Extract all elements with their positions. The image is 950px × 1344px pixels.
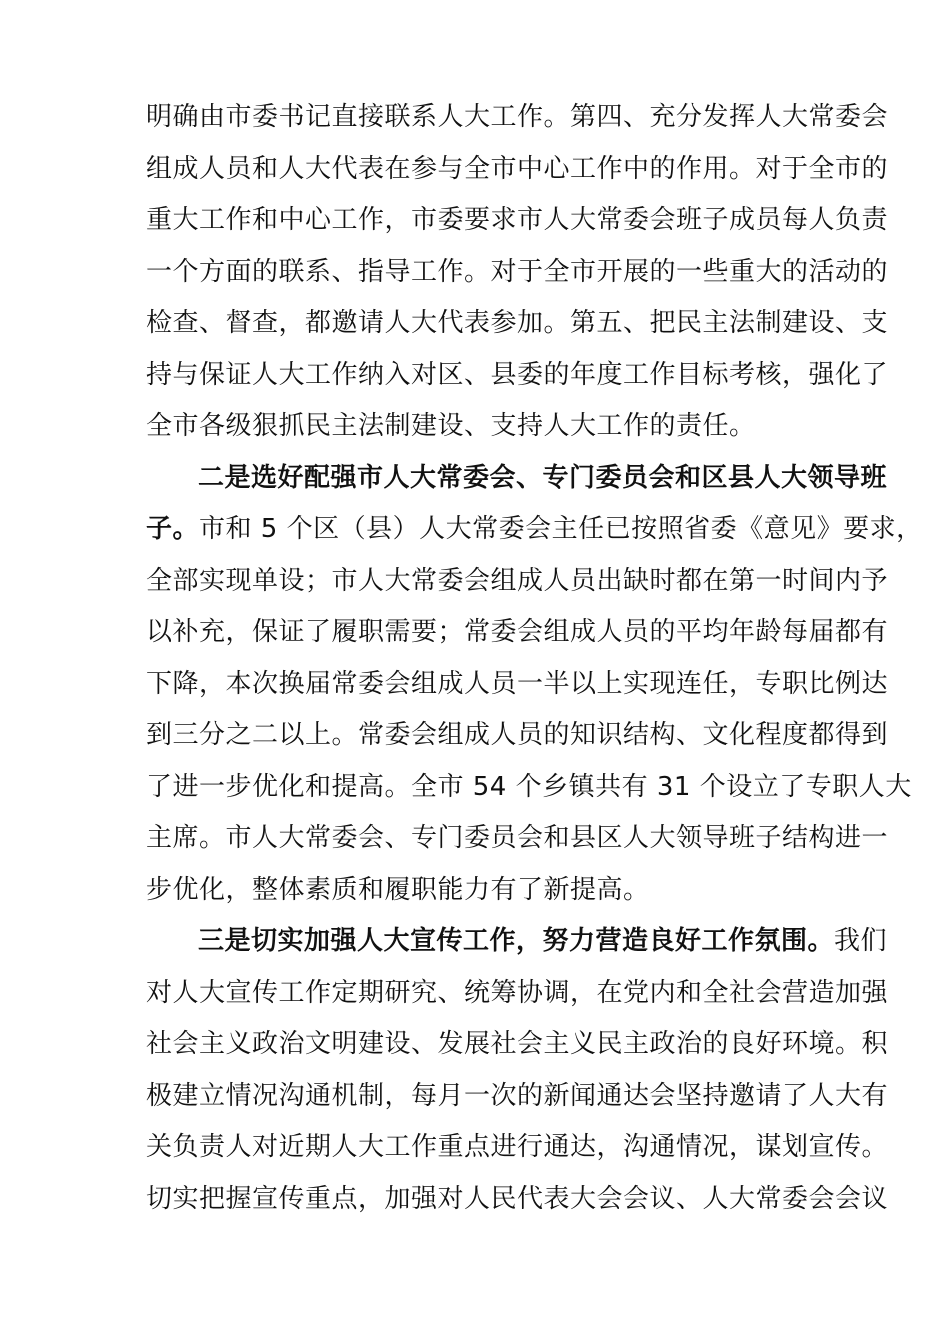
text-line: 重大工作和中心工作，市委要求市人大常委会班子成员每人负责 [146, 205, 889, 235]
text-line: 了进一步优化和提高。全市 54 个乡镇共有 31 个设立了专职人大 [146, 771, 912, 802]
text-line: 组成人员和人大代表在参与全市中心工作中的作用。对于全市的 [146, 153, 889, 184]
text-line: 切实把握宣传重点，加强对人民代表大会会议、人大常委会会议 [146, 1183, 889, 1214]
text-span: 市和 5 个区（县）人大常委会主任已按照省委《意见》要求， [199, 514, 923, 544]
paragraph-heading: 三是切实加强人大宣传工作，努力营造良好工作氛围。 [198, 926, 835, 956]
text-line: 持与保证人大工作纳入对区、县委的年度工作目标考核，强化了 [146, 359, 889, 390]
text-line [146, 916, 888, 968]
paragraph-2 [146, 453, 923, 917]
paragraph-heading-end: 子。 [146, 514, 200, 544]
text-line: 对人大宣传工作定期研究、统筹协调，在党内和全社会营造加强 [146, 977, 889, 1008]
text-line: 下降，本次换届常委会组成人员一半以上实现连任，专职比例达 [146, 668, 889, 699]
text-line: 主席。市人大常委会、专门委员会和县区人大领导班子结构进一 [146, 823, 889, 853]
text-line: 一个方面的联系、指导工作。对于全市开展的一些重大的活动的 [146, 256, 889, 287]
text-line: 步优化，整体素质和履职能力有了新提高。 [146, 874, 650, 905]
text-line: 极建立情况沟通机制，每月一次的新闻通达会坚持邀请了人大有 [146, 1080, 889, 1111]
text-line: 到三分之二以上。常委会组成人员的知识结构、文化程度都得到 [146, 720, 889, 750]
text-line: 检查、督查，都邀请人大代表参加。第五、把民主法制建设、支 [146, 308, 889, 338]
text-line: 明确由市委书记直接联系人大工作。第四、充分发挥人大常委会 [146, 102, 889, 132]
paragraph-heading: 二是选好配强市人大常委会、专门委员会和区县人大领导班 [198, 462, 888, 493]
text-line: 全部实现单设；市人大常委会组成人员出缺时都在第一时间内予 [146, 565, 889, 596]
text-line: 关负责人对近期人大工作重点进行通达，沟通情况，谋划宣传。 [146, 1132, 889, 1162]
text-line: 以补充，保证了履职需要；常委会组成人员的平均年龄每届都有 [146, 617, 889, 647]
text-line: 社会主义政治文明建设、发展社会主义民主政治的良好环境。积 [146, 1029, 889, 1059]
text-span: 我们 [834, 926, 888, 956]
paragraph-3 [146, 916, 889, 1225]
paragraph-1 [146, 92, 889, 453]
document-body [146, 92, 923, 1225]
text-line [146, 504, 923, 556]
text-line: 全市各级狠抓民主法制建设、支持人大工作的责任。 [146, 411, 756, 441]
